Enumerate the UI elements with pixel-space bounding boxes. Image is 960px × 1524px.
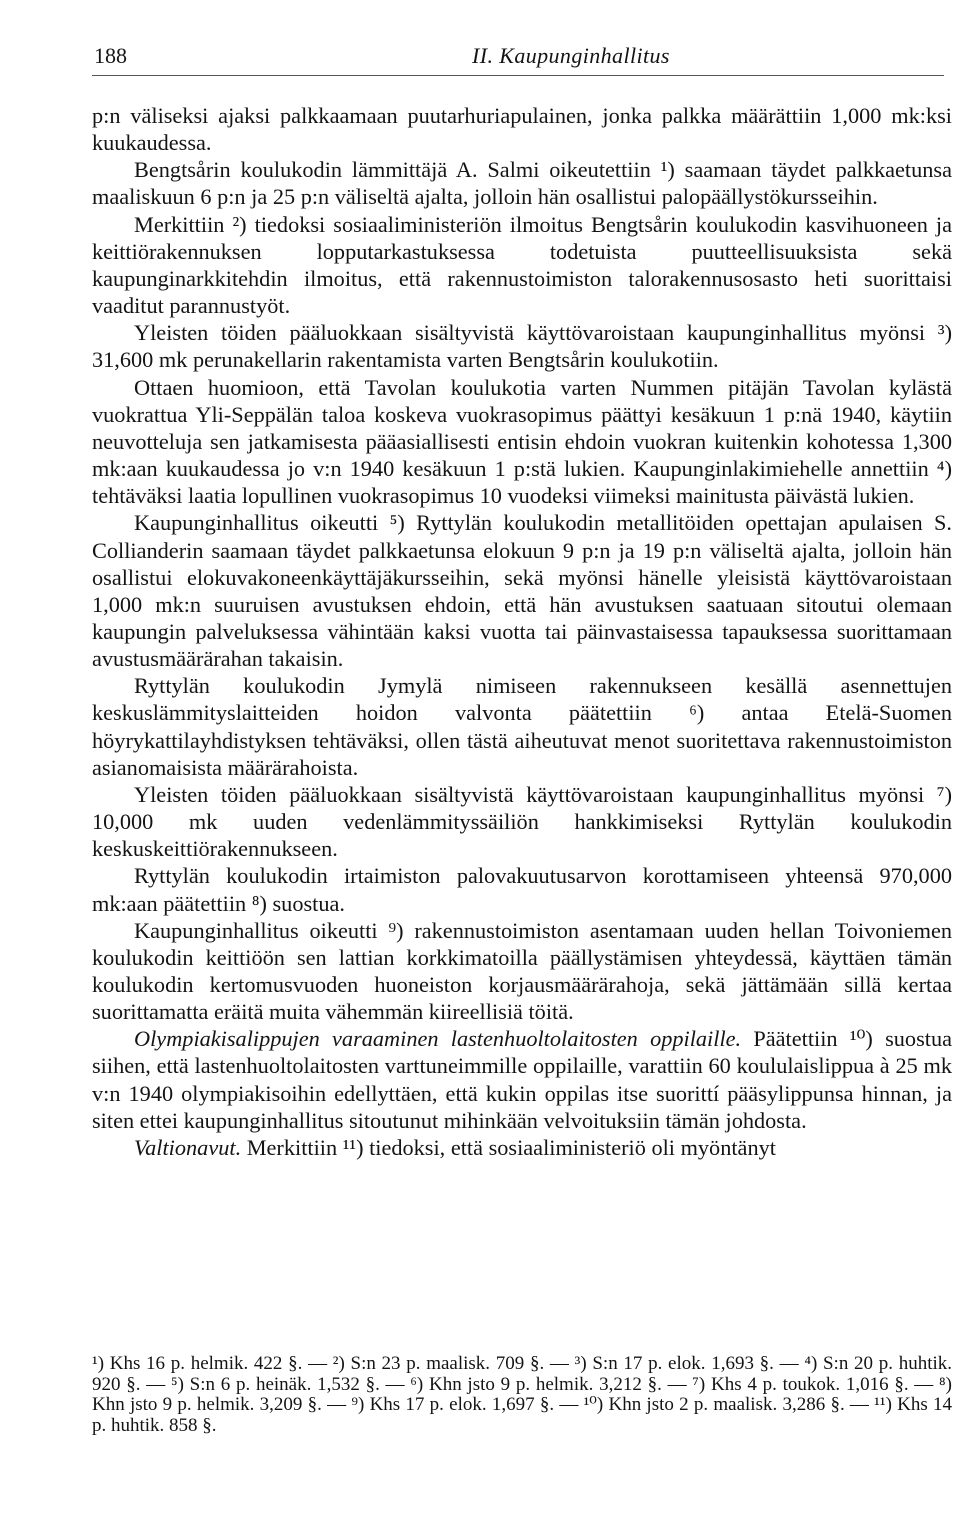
- paragraph-salmi-course: Bengtsårin koulukodin lämmittäjä A. Salmi oikeutettiin ¹) saamaan täydet palkkaetunsa maaliskuun 6 p:n ja 25 p:n väliseltä ajalta, jolloin hän osallistui palopäällystökursseihin.: [92, 157, 952, 210]
- paragraph-potato-cellar: Yleisten töiden pääluokkaan sisältyvistä käyttövaroistaan kaupunginhallitus myönsi ³) 31,600 mk perunakellarin rakentamista varten Bengtsårin koulukotiin.: [92, 320, 952, 373]
- paragraph-colliander-course: Kaupunginhallitus oikeutti ⁵) Ryttylän koulukodin metallitöiden opettajan apulaisen S. Collianderin saamaan täydet palkkaetunsa elokuun 9 p:n ja 19 p:n väliseltä ajalta, jolloin hän osallistui elokuvakoneenkäyttäjäkursseihin, sekä myönsi hänelle yleisistä käyttövaroistaan 1,000 mk:n suuruisen avustuksen ehdoin, että hän avustuksen saatuaan sitoutui olemaan kaupungin palveluksessa vähintään kaksi vuotta tai päinvastaisessa tapauksessa suorittamaan avustusmäärärahan takaisin.: [92, 510, 952, 672]
- paragraph-heating-supervision: Ryttylän koulukodin Jymylä nimiseen rakennukseen kesällä asennettujen keskuslämmityslaitteiden hoidon valvonta päätettiin ⁶) antaa Etelä-Suomen höyrykattilayhdistyksen tehtäväksi, ollen tästä aiheutuvat menot suoritettava rakennustoimiston asianomaisista määrärahoista.: [92, 673, 952, 780]
- page-header: [92, 40, 950, 80]
- paragraph-fire-insurance: Ryttylän koulukodin irtaimiston palovakuutusarvon korottamiseen yhteensä 970,000 mk:aan päätettiin ⁸) suostua.: [92, 863, 952, 916]
- header-rule: [92, 75, 944, 76]
- paragraph-state-subsidies: Valtionavut. Merkittiin ¹¹) tiedoksi, että sosiaaliministeriö oli myöntänyt: [134, 1134, 776, 1160]
- footnotes: [92, 1354, 952, 1436]
- body-text: [92, 102, 952, 1161]
- run-in-heading: Olympiakisalippujen varaaminen lastenhuoltolaitosten oppilaille.: [134, 1026, 742, 1052]
- footnote-block: ¹) Khs 16 p. helmik. 422 §. — ²) S:n 23 p. maalisk. 709 §. — ³) S:n 17 p. elok. 1,693 §. — ⁴) S:n 20 p. huhtik. 920 §. — ⁵) S:n 6 p. heinäk. 1,532 §. — ⁶) Khn jsto 9 p. helmik. 3,212 §. — ⁷) Khs 4 p. toukok. 1,016 §. — ⁸) Khn jsto 9 p. helmik. 3,209 §. — ⁹) Khs 17 p. elok. 1,697 §. — ¹⁰) Khn jsto 2 p. maalisk. 3,286 §. — ¹¹) Khs 14 p. huhtik. 858 §.: [92, 1353, 952, 1436]
- page-number: 188: [94, 43, 127, 68]
- paragraph-tavola-lease: Ottaen huomioon, että Tavolan koulukotia varten Nummen pitäjän Tavolan kylästä vuokrattua Yli-Seppälän taloa koskeva vuokrasopimus päättyi kesäkuun 1 p:nä 1940, käytiin neuvotteluja sen jatkamisesta pääasiallisesti entisin ehdoin vuokran kuitenkin kohotessa 1,300 mk:aan kuukaudessa jo v:n 1940 kesäkuun 1 p:stä lukien. Kaupunginlakimiehelle annettiin ⁴) tehtäväksi laatia lopullinen vuokrasopimus 10 vuodeksi viimeksi mainitusta päivästä lukien.: [92, 374, 952, 509]
- run-in-heading: Valtionavut.: [134, 1134, 242, 1160]
- paragraph-olympic-tickets: Olympiakisalippujen varaaminen lastenhuoltolaitosten oppilaille. Päätettiin ¹⁰) suostua siihen, että lastenhuoltolaitosten varttuneimmille oppilaille, varattiin 60 koululaislippua à 25 mk v:n 1940 olympiakisoihin edellyttäen, että kukin oppilas itse suorittí pääsylippunsa hinnan, ja siten ettei kaupunginhallitus sitoutunut mihinkään velvoituksiin tämän johdosta.: [92, 1026, 952, 1133]
- running-title: II. Kaupunginhallitus: [472, 43, 670, 68]
- paragraph-continuation: p:n väliseksi ajaksi palkkaamaan puutarhuriapulainen, jonka palkka määrättiin 1,000 mk:ksi kuukaudessa.: [92, 103, 952, 156]
- paragraph-toivoniemi-stove: Kaupunginhallitus oikeutti ⁹) rakennustoimiston asentamaan uuden hellan Toivoniemen koulukodin keittiöön sen lattian korkkimatoilla päällystämisen yhteydessä, käyttäen tämän koulukodin kertomusvuoden huoneiston korjausmäärärahoja, sekä jättämään sillä kertaa suorittamatta eräitä muita vähemmän kiireellisiä töitä.: [92, 917, 952, 1025]
- paragraph-water-heater: Yleisten töiden pääluokkaan sisältyvistä käyttövaroistaan kaupunginhallitus myönsi ⁷) 10,000 mk uuden vedenlämmityssäiliön hankkimiseksi Ryttylän koulukodin keskuskeittiörakennukseen.: [92, 781, 952, 862]
- paragraph-inspection-report: Merkittiin ²) tiedoksi sosiaaliministeriön ilmoitus Bengtsårin koulukodin kasvihuoneen ja keittiörakennuksen lopputarkastuksessa todetuista puutteellisuuksista sekä kaupunginarkkitehdin ilmoitus, että rakennustoimiston talorakennusosasto heti suorittaisi vaaditut parannustyöt.: [92, 211, 952, 319]
